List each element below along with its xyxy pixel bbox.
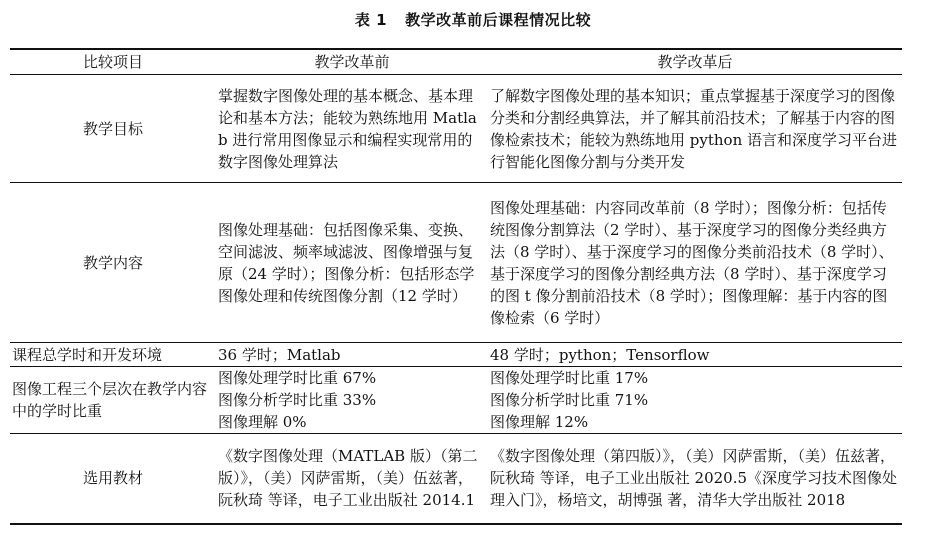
after-analysis-proportion: 图像分析学时比重 71%	[490, 391, 649, 409]
table-title: 教学改革前后课程情况比较	[405, 11, 592, 29]
cell-before-hour-proportion	[216, 367, 488, 434]
header-compare-item: 比较项目	[10, 49, 216, 75]
row-item-hour-proportion: 图像工程三个层次在教学内容中的学时比重	[10, 367, 216, 434]
row-item-teaching-content: 教学内容	[10, 183, 216, 343]
row-item-teaching-goal: 教学目标	[10, 75, 216, 183]
table-number: 表 1	[354, 11, 388, 29]
comparison-table	[10, 48, 902, 525]
after-understanding-proportion: 图像理解 12%	[490, 413, 589, 431]
cell-after-hour-proportion	[488, 367, 902, 434]
table-row	[10, 434, 902, 524]
cell-before-teaching-content: 图像处理基础：包括图像采集、变换、空间滤波、频率域滤波、图像增强与复原（24 学时）；图像分析：包括形态学图像处理和传统图像分割（12 学时）	[216, 183, 488, 343]
before-understanding-proportion: 图像理解 0%	[218, 413, 307, 431]
cell-before-hours-environment: 36 学时；Matlab	[216, 343, 488, 367]
header-before-reform: 教学改革前	[216, 49, 488, 75]
row-item-textbook: 选用教材	[10, 434, 216, 524]
cell-before-textbook: 《数字图像处理（MATLAB 版）（第二版）》，（美）冈萨雷斯，（美）伍兹著，阮秋琦 等译，电子工业出版社 2014.1	[216, 434, 488, 524]
before-processing-proportion: 图像处理学时比重 67%	[218, 369, 377, 387]
table-row	[10, 343, 902, 367]
cell-after-teaching-content: 图像处理基础：内容同改革前（8 学时）；图像分析：包括传统图像分割算法（2 学时）、基于深度学习的图像分类经典方法（8 学时）、基于深度学习的图像分类前沿技术（8 学时）、基于深度学习的图像分割经典方法（8 学时）、基于深度学习的图 t 像分割前沿技术（8 学时）；图像理解：基于内容的图像检索（6 学时）	[488, 183, 902, 343]
after-processing-proportion: 图像处理学时比重 17%	[490, 369, 649, 387]
cell-after-hours-environment: 48 学时；python；Tensorflow	[488, 343, 902, 367]
row-item-hours-environment: 课程总学时和开发环境	[10, 343, 216, 367]
table-row	[10, 367, 902, 434]
cell-after-teaching-goal: 了解数字图像处理的基本知识；重点掌握基于深度学习的图像分类和分割经典算法，并了解其前沿技术；了解基于内容的图像检索技术；能较为熟练地用 python 语言和深度学习平台进行智能化图像分割与分类开发	[488, 75, 902, 183]
table-caption	[0, 10, 946, 30]
cell-after-textbook: 《数字图像处理（第四版）》，（美）冈萨雷斯，（美）伍兹著，阮秋琦 等译，电子工业出版社 2020.5《深度学习技术图像处理入门》，杨培文，胡博强 著，清华大学出版社 2018	[488, 434, 902, 524]
header-after-reform: 教学改革后	[488, 49, 902, 75]
cell-before-teaching-goal: 掌握数字图像处理的基本概念、基本理论和基本方法；能较为熟练地用 Matlab 进行常用图像显示和编程实现常用的数字图像处理算法	[216, 75, 488, 183]
table-row	[10, 75, 902, 183]
before-analysis-proportion: 图像分析学时比重 33%	[218, 391, 377, 409]
table-header-row	[10, 49, 902, 75]
table-row	[10, 183, 902, 343]
